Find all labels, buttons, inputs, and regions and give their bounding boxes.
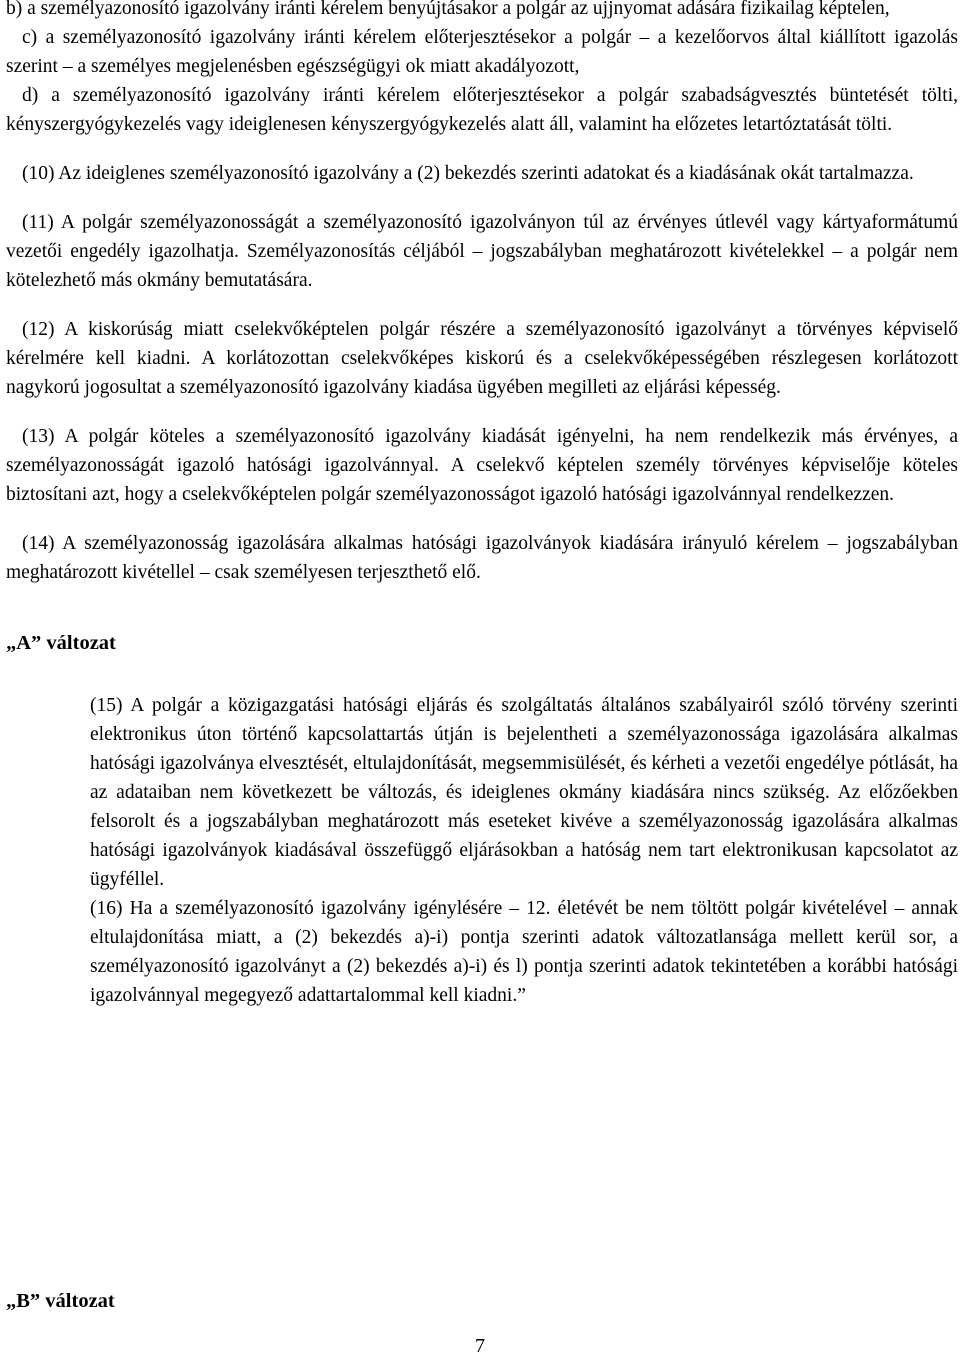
paragraph-13: (13) A polgár köteles a személyazonosító igazolvány kiadását igényelni, ha nem rendelkezik más érvényes, a személyazonosságát igazoló hatósági igazolvánnyal. A cselekvő képtelen személy törvényes képviselője köteles biztosítani azt, hogy a cselekvőképtelen polgár személyazonosságot igazoló hatósági igazolvánnyal rendelkezzen. xyxy=(6,426,958,505)
heading-variant-b: „B” változat xyxy=(6,1290,115,1312)
list-item-d: d) a személyazonosító igazolvány iránti kérelem előterjesztésekor a polgár szabadságvesztés büntetését tölti, kényszergyógykezelés vagy ideiglenesen kényszergyógykezelés alatt áll, valamint ha előzetes letartóztatását tölti. xyxy=(6,85,958,135)
variant-a-block xyxy=(90,691,958,1010)
paragraph-15: (15) A polgár a közigazgatási hatósági eljárás és szolgáltatás általános szabályairól szóló törvény szerinti elektronikus úton történő kapcsolattartás útján is bejelentheti a személyazonossága igazolására alkalmas hatósági igazolványa elvesztését, eltulajdonítását, megsemmisülését, és kérheti a vezetői engedélye pótlását, ha az adataiban nem következett be változás, és ideiglenes okmány kiadására nincs szükség. Az előzőekben felsorolt és a jogszabályban meghatározott más eseteket kivéve a személyazonosság igazolására alkalmas hatósági igazolványok kiadásával összefüggő eljárásokban a hatóság nem tart elektronikusan kapcsolatot az ügyféllel. xyxy=(90,695,958,890)
list-item-c: c) a személyazonosító igazolvány iránti kérelem előterjesztésekor a polgár – a kezelőorvos által kiállított igazolás szerint – a személyes megjelenésben egészségügyi ok miatt akadályozott, xyxy=(6,27,958,77)
paragraph-16: (16) Ha a személyazonosító igazolvány igénylésére – 12. életévét be nem töltött polgár kivételével – annak eltulajdonítása miatt, a (2) bekezdés a)-i) pontja szerinti adatok változatlansága mellett kerül sor, a személyazonosító igazolványt a (2) bekezdés a)-i) és l) pontja szerinti adatok tekintetében a korábbi hatósági igazolvánnyal megegyező adattartalommal kell kiadni.” xyxy=(90,898,958,1006)
paragraph-14: (14) A személyazonosság igazolására alkalmas hatósági igazolványok kiadására irányuló kérelem – jogszabályban meghatározott kivétellel – csak személyesen terjeszthető elő. xyxy=(6,533,958,583)
heading-variant-a: „A” változat xyxy=(6,632,116,654)
paragraph-12: (12) A kiskorúság miatt cselekvőképtelen polgár részére a személyazonosító igazolványt a törvényes képviselő kérelmére kell kiadni. A korlátozottan cselekvőképes kiskorú és a cselekvőképességében részlegesen korlátozott nagykorú jogosultat a személyazonosító igazolvány kiadása ügyében megilleti az eljárási képesség. xyxy=(6,319,958,398)
paragraph-11: (11) A polgár személyazonosságát a személyazonosító igazolványon túl az érvényes útlevél vagy kártyaformátumú vezetői engedély igazolhatja. Személyazonosítás céljából – jogszabályban meghatározott kivételekkel – a polgár nem kötelezhető más okmány bemutatására. xyxy=(6,212,958,291)
paragraph-10: (10) Az ideiglenes személyazonosító igazolvány a (2) bekezdés szerinti adatokat és a kiadásának okát tartalmazza. xyxy=(22,163,914,184)
page-number: 7 xyxy=(475,1335,485,1357)
document-page xyxy=(6,0,958,1010)
list-item-b: b) a személyazonosító igazolvány iránti kérelem benyújtásakor a polgár az ujjnyomat adására fizikailag képtelen, xyxy=(6,0,890,19)
